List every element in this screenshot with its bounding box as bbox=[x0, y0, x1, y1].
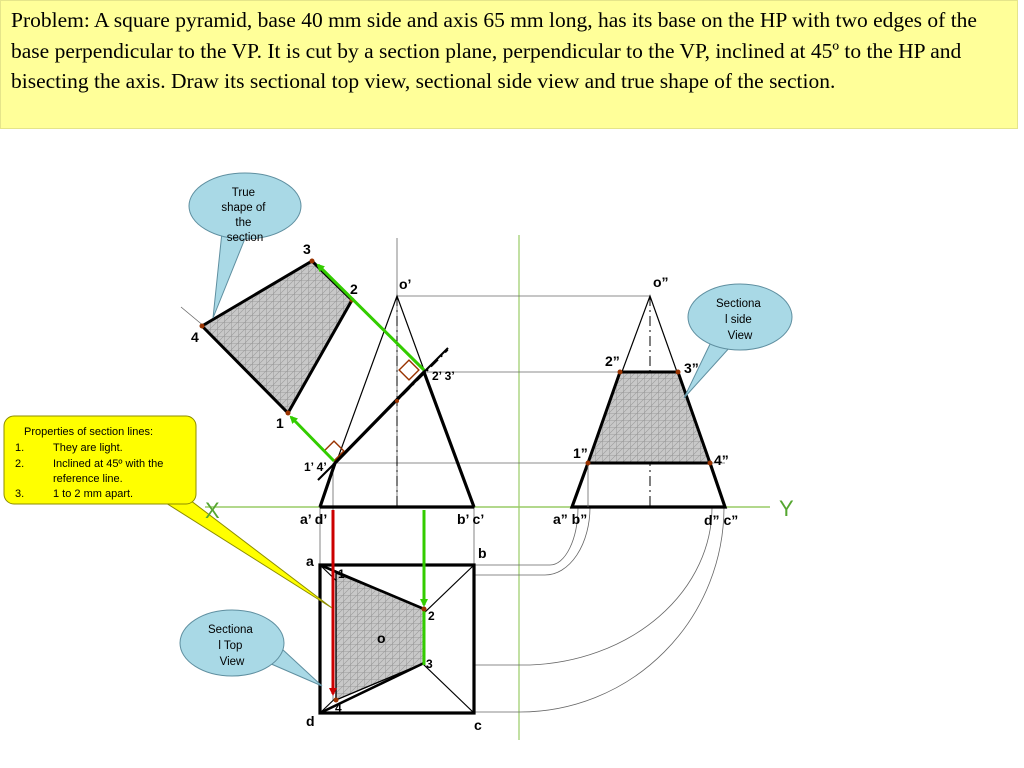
true-shape-point2-label: 2 bbox=[350, 281, 358, 297]
callout-true-shape-line1: True bbox=[231, 187, 256, 199]
true-shape-arrow-bottom bbox=[291, 417, 334, 461]
callout-top-view-line1: Sectiona bbox=[208, 624, 253, 636]
properties-item3-line1: 1 to 2 mm apart. bbox=[53, 488, 134, 500]
top-center-o-label: o bbox=[377, 630, 386, 646]
callout-top-view bbox=[180, 610, 322, 686]
properties-item1-num: 1. bbox=[15, 442, 25, 454]
properties-title: Properties of section lines: bbox=[24, 426, 154, 438]
side-point1-label: 1” bbox=[573, 445, 588, 461]
side-apex-label: o” bbox=[653, 274, 669, 290]
callout-side-view-line2: l side bbox=[724, 314, 752, 326]
side-point3-label: 3” bbox=[684, 360, 699, 376]
x-label: X bbox=[205, 498, 220, 523]
front-cut-bottom-label: 1’ 4’ bbox=[304, 460, 327, 474]
properties-item2-num: 2. bbox=[15, 458, 25, 470]
top-corner-c-label: c bbox=[474, 717, 482, 733]
top-point3-label: 3 bbox=[426, 657, 433, 671]
callout-side-view-line3: View bbox=[727, 330, 753, 342]
front-apex-label: o’ bbox=[399, 276, 412, 292]
y-label: Y bbox=[779, 496, 794, 521]
callout-top-view-line2: l Top bbox=[218, 640, 243, 652]
properties-item1-line1: They are light. bbox=[53, 442, 123, 454]
front-right-base-label: b’ c’ bbox=[457, 511, 485, 527]
top-point1-label: 1 bbox=[338, 567, 345, 581]
callout-true-shape-line3: the bbox=[235, 217, 252, 229]
top-corner-a-label: a bbox=[306, 553, 314, 569]
true-shape-point3-label: 3 bbox=[303, 241, 311, 257]
callout-true-shape-line4: section bbox=[226, 232, 264, 244]
side-right-base-label: d” c” bbox=[704, 512, 739, 528]
callout-side-view bbox=[684, 284, 792, 398]
callout-properties bbox=[4, 416, 332, 608]
callout-side-view-line1: Sectiona bbox=[716, 298, 761, 310]
top-corner-d-label: d bbox=[306, 713, 315, 729]
properties-item2-line2: reference line. bbox=[53, 473, 123, 485]
side-point4-label: 4” bbox=[714, 452, 729, 468]
side-left-base-label: a” b” bbox=[553, 511, 588, 527]
callout-top-view-line3: View bbox=[219, 656, 245, 668]
top-corner-b-label: b bbox=[478, 545, 487, 561]
front-cut-top-label: 2’ 3’ bbox=[432, 369, 455, 383]
callout-true-shape-line2: shape of bbox=[221, 202, 266, 214]
side-point2-label: 2” bbox=[605, 353, 620, 369]
properties-item3-num: 3. bbox=[15, 488, 25, 500]
top-point2-label: 2 bbox=[428, 609, 435, 623]
true-shape-point1-label: 1 bbox=[276, 415, 284, 431]
top-point4-label: 4 bbox=[335, 701, 342, 715]
true-shape-point4-label: 4 bbox=[191, 329, 199, 345]
front-view bbox=[318, 296, 474, 507]
problem-text: Problem: A square pyramid, base 40 mm side and axis 65 mm long, has its base on the HP with two edges of the base perpendicular to the VP. It is cut by a section plane, perpendicular to the VP, inclined at 45º to the HP and bisecting the axis. Draw its sectional top view, sectional side view and true shape of the section. bbox=[11, 8, 977, 93]
front-left-base-label: a’ d’ bbox=[300, 511, 328, 527]
properties-item2-line1: Inclined at 45º with the bbox=[53, 458, 164, 470]
top-view bbox=[320, 510, 474, 713]
